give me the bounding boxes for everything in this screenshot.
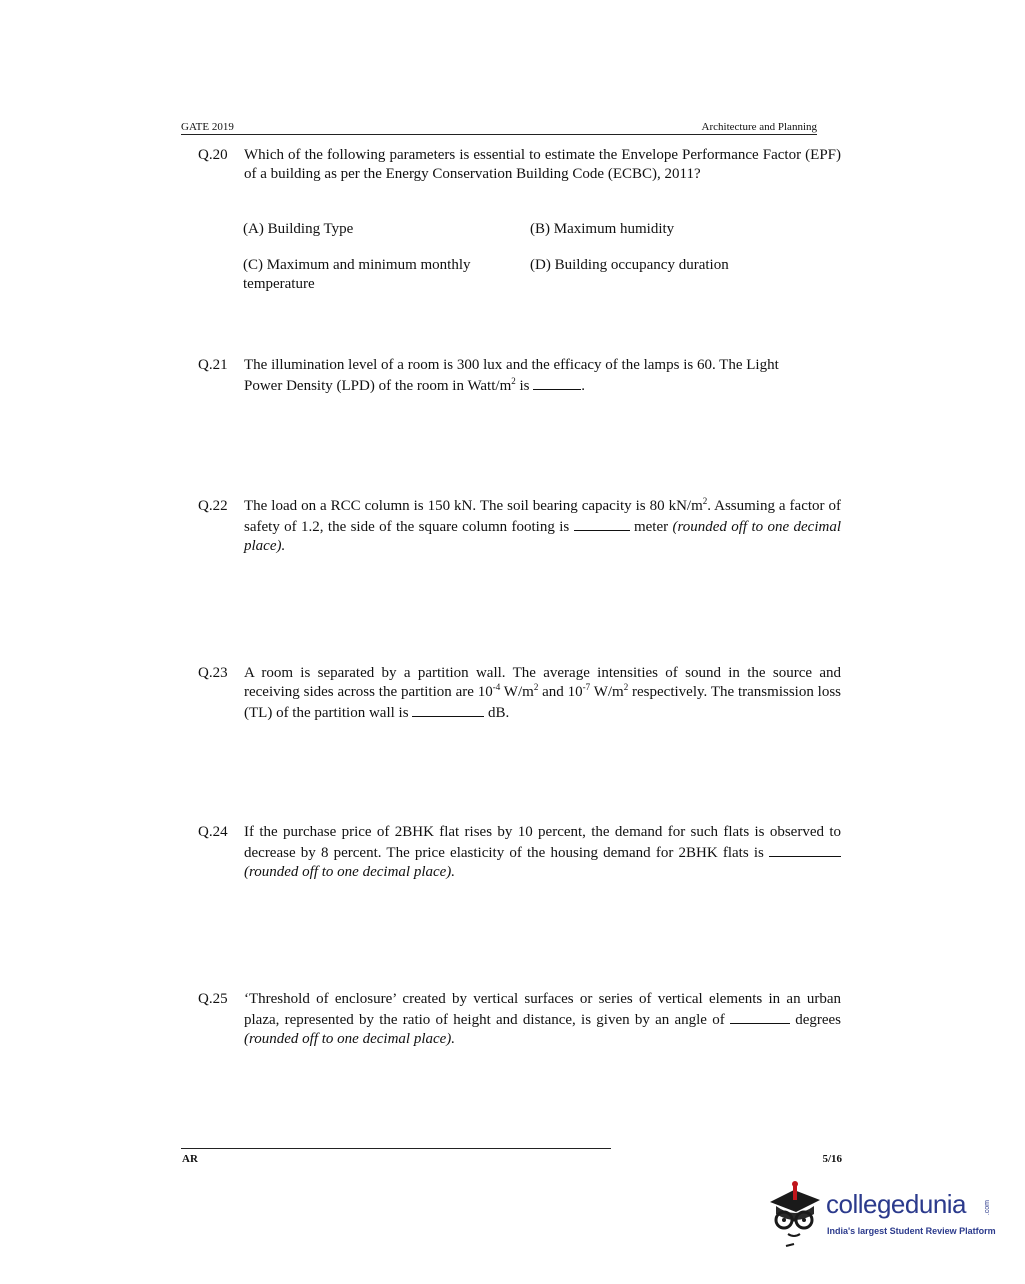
option-a: (A) Building Type: [243, 221, 354, 237]
footer-divider: [181, 1148, 611, 1149]
answer-blank[interactable]: [412, 702, 484, 717]
watermark-domain: .com: [984, 1200, 991, 1216]
superscript: 2: [702, 496, 708, 506]
question-text: Which of the following parameters is essential to estimate the Envelope Performance Factor (EPF) of a building as per the Energy Conservation Building Code (ECBC), 2011?: [244, 147, 841, 182]
superscript: 2: [533, 682, 539, 692]
question-23: [198, 664, 841, 723]
question-25: [198, 990, 841, 1049]
superscript: -4: [492, 682, 501, 692]
footer-paper-code: AR: [182, 1153, 198, 1165]
watermark-tagline: India's largest Student Review Platform: [827, 1226, 996, 1236]
question-text: [244, 497, 841, 556]
question-text: [244, 990, 841, 1049]
watermark-brand: collegedunia: [826, 1189, 967, 1219]
rounding-note: (rounded off to one decimal place).: [244, 864, 456, 880]
page-number: 5/16: [822, 1153, 842, 1165]
question-line-1: The illumination level of a room is 300 lux and the efficacy of the lamps is 60. The Light: [244, 357, 779, 373]
answer-blank[interactable]: [730, 1009, 790, 1024]
question-24: [198, 823, 841, 882]
text-run: W/m: [500, 684, 534, 700]
text-run: ‘Threshold of enclosure’ created by vertical surfaces or series of vertical elements in an urban plaza, represented by the ratio of height and distance, is given by an angle of: [244, 991, 841, 1028]
header-divider: [181, 134, 817, 135]
question-number: Q.21: [198, 357, 228, 373]
text-run: A room is separated by a partition wall. The average intensities of sound in the source and receiving sides across the partition are 10: [244, 665, 841, 700]
question-22: [198, 497, 841, 556]
text-run: .: [581, 378, 585, 394]
text-run: and 10: [538, 684, 583, 700]
text-run: degrees: [789, 1012, 841, 1028]
superscript: 2: [511, 376, 516, 386]
question-number: Q.24: [198, 824, 228, 840]
text-run: W/m: [590, 684, 624, 700]
text-run: If the purchase price of 2BHK flat rises by 10 percent, the demand for such flats is observed to decrease by 8 percent. The price elasticity of the housing demand for 2BHK flats is: [244, 824, 841, 861]
question-number: Q.22: [198, 498, 228, 514]
answer-blank[interactable]: [574, 516, 630, 531]
option-c: (C) Maximum and minimum monthly temperature: [243, 257, 471, 292]
text-run: dB.: [484, 705, 510, 721]
header-exam-name: GATE 2019: [181, 121, 234, 133]
superscript: 2: [623, 682, 629, 692]
text-run: The load on a RCC column is 150 kN. The soil bearing capacity is 80 kN/m: [244, 498, 703, 514]
question-20: [198, 146, 841, 184]
question-number: Q.25: [198, 991, 228, 1007]
answer-blank[interactable]: [769, 842, 841, 857]
option-b: (B) Maximum humidity: [530, 221, 675, 237]
question-number: Q.23: [198, 665, 228, 681]
question-text: [244, 664, 841, 723]
text-run: . Assuming a factor of safety of 1.2, the side of the square column footing is: [244, 498, 841, 535]
question-text: [244, 823, 841, 882]
header-subject: Architecture and Planning: [701, 121, 817, 133]
answer-blank[interactable]: [533, 375, 581, 390]
question-line-2: [244, 375, 841, 396]
option-d: (D) Building occupancy duration: [530, 257, 729, 273]
question-21: [198, 356, 841, 396]
text-run: Power Density (LPD) of the room in Watt/m: [244, 378, 512, 394]
superscript: -7: [582, 682, 591, 692]
question-text: [244, 356, 841, 396]
rounding-note: (rounded off to one decimal place).: [244, 1031, 456, 1047]
text-run: is: [515, 378, 530, 394]
text-run: meter: [629, 519, 673, 535]
question-number: Q.20: [198, 147, 228, 163]
text-run: respectively. The transmission loss (TL) of the partition wall is: [244, 684, 841, 721]
rounding-note: (rounded off to one decimal place).: [244, 519, 841, 554]
